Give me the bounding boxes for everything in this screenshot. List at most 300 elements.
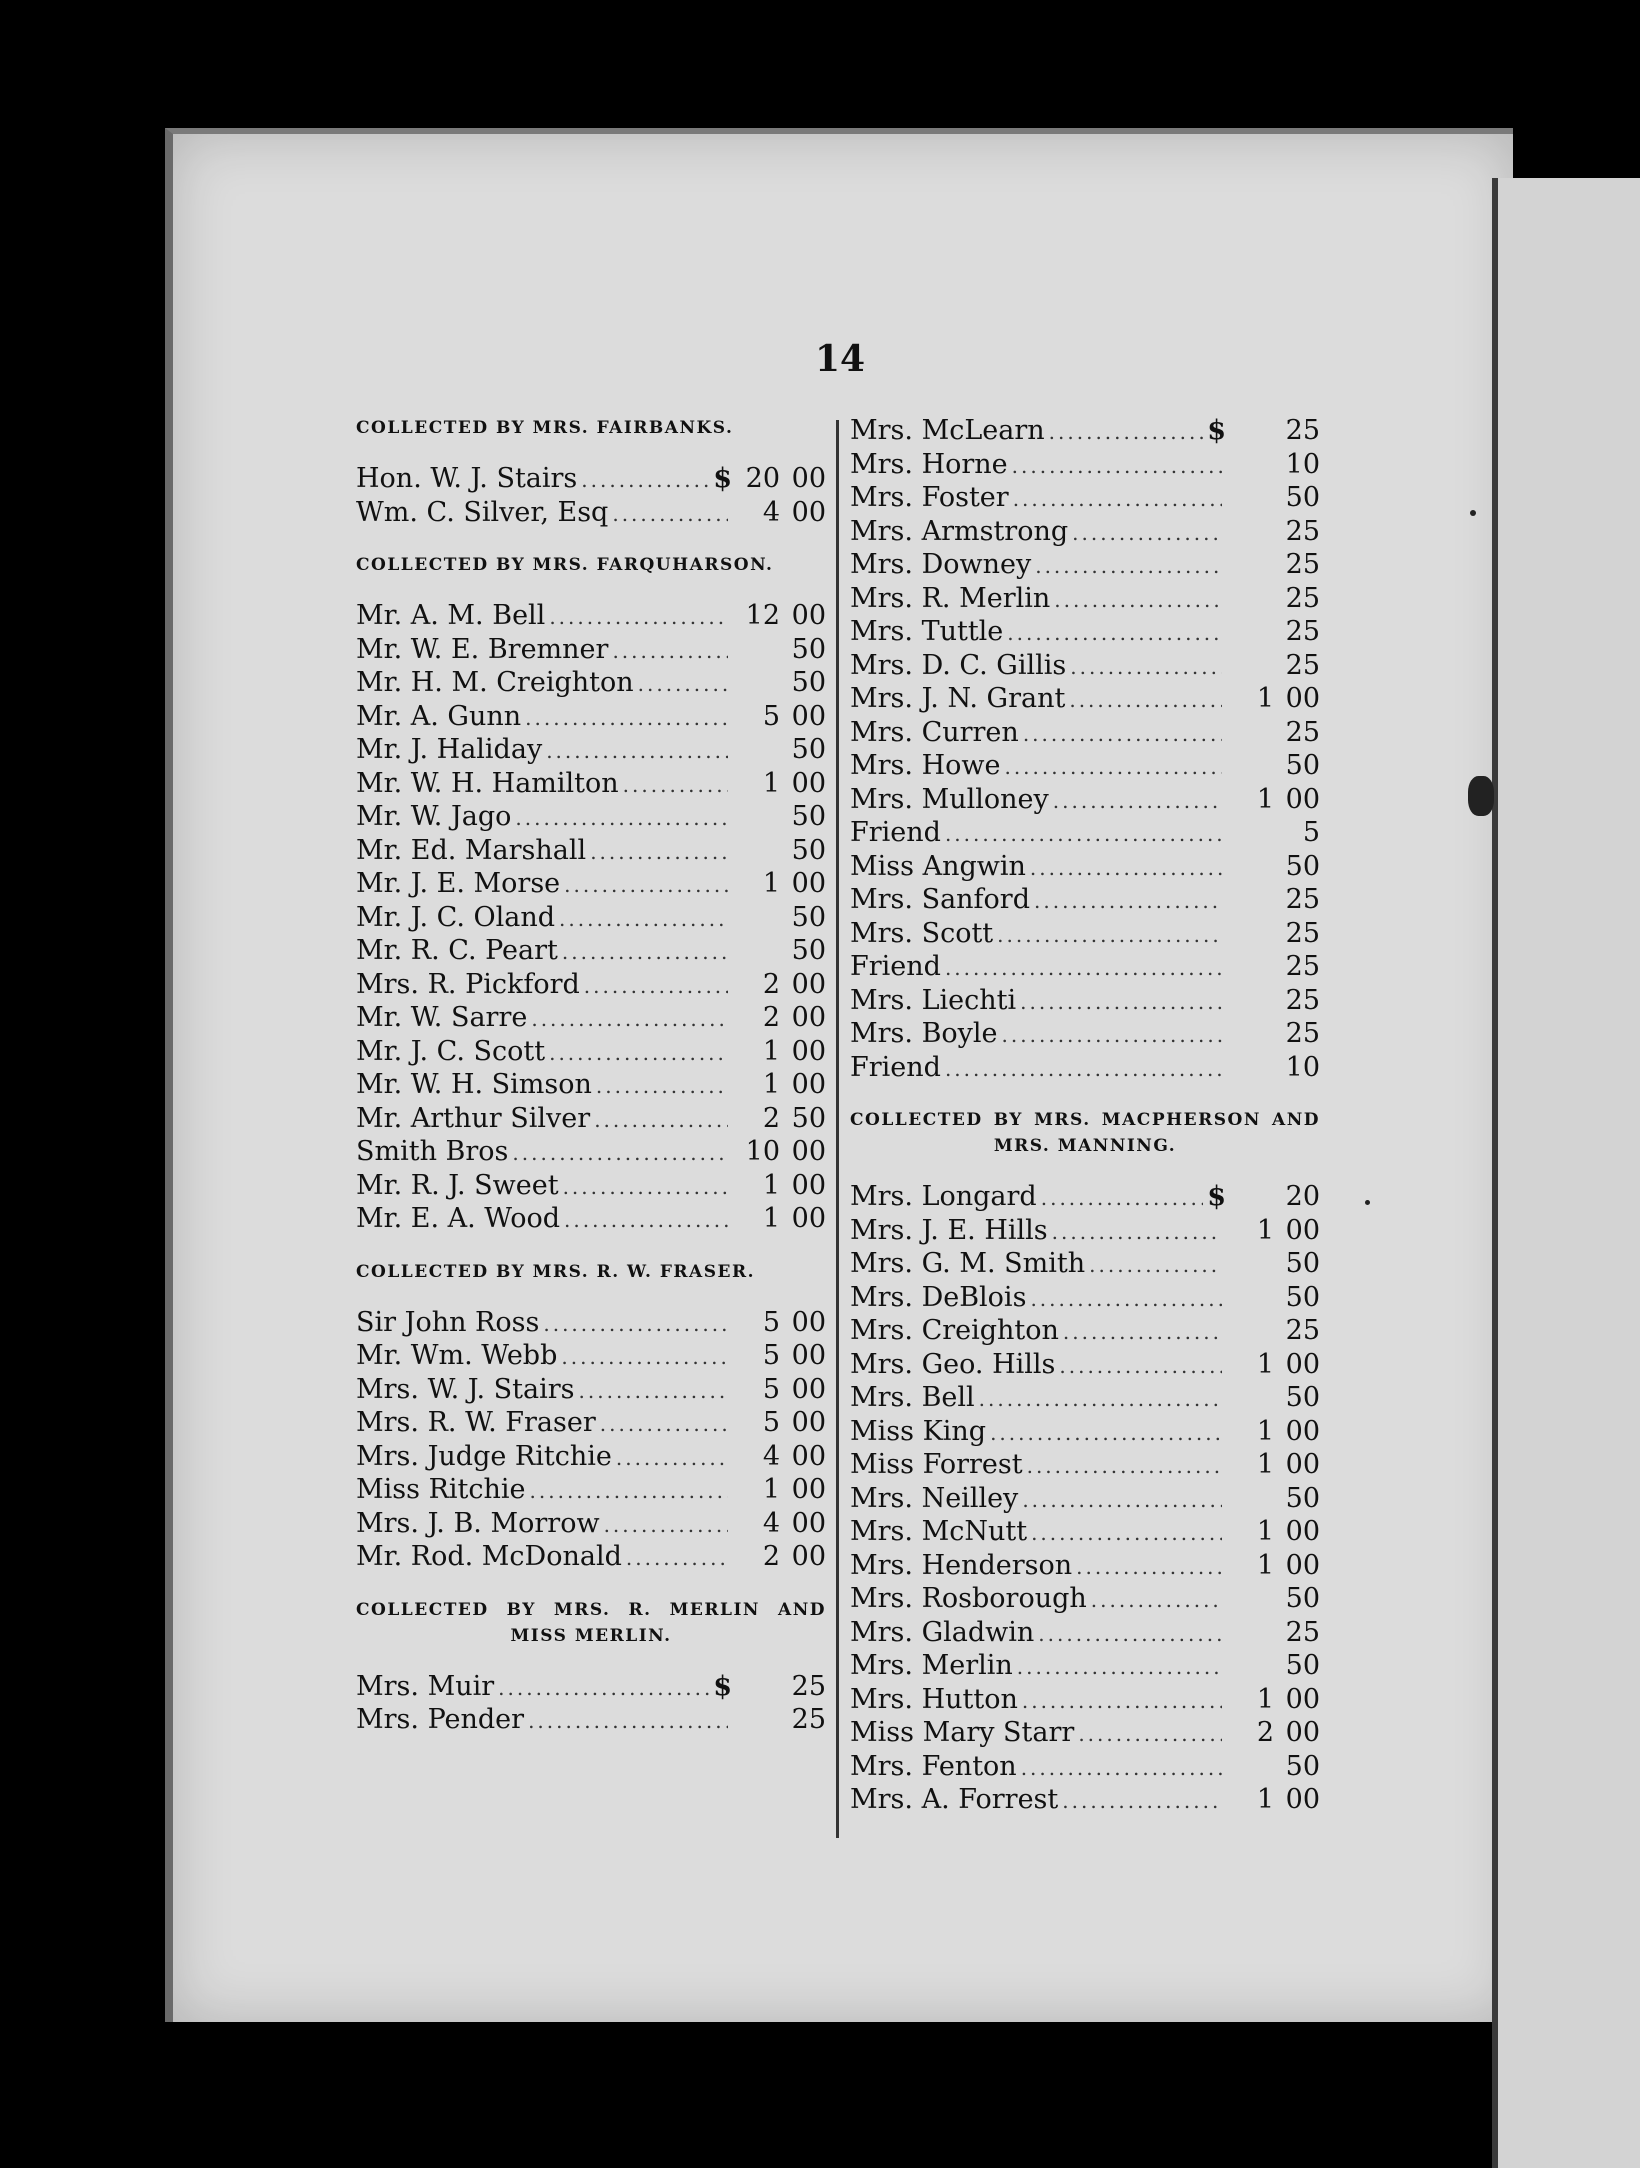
donor-name: Mr. J. C. Oland <box>356 901 556 933</box>
donor-name: Mrs. R. Pickford <box>356 968 580 1000</box>
donor-name: Mrs. Fenton <box>850 1750 1017 1782</box>
leader-dots <box>1020 986 1222 1019</box>
leader-dots <box>626 1542 728 1575</box>
list-item <box>850 1018 1320 1052</box>
list-item <box>356 634 826 668</box>
section-gap <box>850 1085 1320 1107</box>
amount-cents: 00 <box>791 1203 826 1234</box>
leader-dots <box>1052 1216 1222 1249</box>
donor-name: Mrs. Hutton <box>850 1683 1018 1715</box>
list-item <box>356 1340 826 1374</box>
list-item <box>356 497 826 531</box>
amount-cents: 25 <box>1285 415 1320 446</box>
list-item <box>356 1036 826 1070</box>
donor-name: Mrs. J. E. Hills <box>850 1214 1048 1246</box>
leader-dots <box>1049 416 1204 449</box>
leader-dots <box>596 1070 728 1103</box>
amount-cents: 00 <box>791 1169 826 1201</box>
leader-dots <box>584 970 728 1003</box>
list-item <box>356 1407 826 1441</box>
amount-dollars: 10 <box>745 1136 780 1167</box>
list-item <box>850 683 1320 717</box>
amount-cents: 50 <box>1285 1281 1320 1313</box>
list-item <box>356 734 826 768</box>
amount-cents: 00 <box>1285 1348 1320 1380</box>
amount-cents: 25 <box>1285 616 1320 647</box>
donor-name: Miss Ritchie <box>356 1474 526 1505</box>
leader-dots <box>1013 483 1222 516</box>
donor-name: Mrs. Downey <box>850 549 1032 580</box>
currency-symbol: $ <box>1207 1181 1226 1212</box>
leader-dots <box>1069 684 1222 717</box>
donor-name: Mr. J. E. Morse <box>356 868 561 899</box>
list-item <box>850 1583 1320 1617</box>
leader-dots <box>1012 450 1222 483</box>
list-item <box>356 935 826 969</box>
donor-name: Mr. J. Haliday <box>356 734 543 765</box>
amount-dollars: 1 <box>1256 1449 1274 1480</box>
amount-cents: 00 <box>791 1306 826 1338</box>
ink-speck <box>1470 510 1476 516</box>
amount-dollars: 1 <box>762 1069 780 1100</box>
list-item <box>356 1441 826 1475</box>
donor-name: Mrs. Gladwin <box>850 1616 1035 1648</box>
donor-name: Mrs. Liechti <box>850 984 1017 1016</box>
donor-name: Miss King <box>850 1415 987 1447</box>
leader-dots <box>528 1705 728 1738</box>
amount-dollars: 5 <box>762 1373 780 1405</box>
donor-name: Smith Bros <box>356 1136 509 1167</box>
amount-cents: 00 <box>791 700 826 732</box>
list-item <box>356 463 826 497</box>
amount-cents: 00 <box>791 1373 826 1405</box>
amount-cents: 50 <box>1285 1750 1320 1782</box>
leader-dots <box>581 464 709 497</box>
list-item <box>356 1307 826 1341</box>
donor-name: Mrs. Horne <box>850 448 1008 480</box>
amount-dollars: 1 <box>1256 683 1274 714</box>
list-item <box>850 750 1320 784</box>
amount-cents: 50 <box>1285 1382 1320 1413</box>
list-item <box>356 801 826 835</box>
leader-dots <box>564 869 728 902</box>
list-item <box>356 1136 826 1170</box>
amount-dollars: 1 <box>1256 1415 1274 1447</box>
list-item <box>850 1751 1320 1785</box>
amount-dollars: 1 <box>762 1169 780 1201</box>
ink-speck <box>1365 1200 1370 1205</box>
donor-name: Miss Mary Starr <box>850 1717 1075 1748</box>
donor-name: Mrs. Creighton <box>850 1315 1059 1346</box>
amount-cents: 25 <box>1285 515 1320 547</box>
amount-cents: 50 <box>791 633 826 665</box>
list-item <box>850 884 1320 918</box>
donor-name: Mr. W. Jago <box>356 801 512 832</box>
leader-dots <box>1078 1718 1222 1751</box>
amount-cents: 00 <box>791 1407 826 1438</box>
leader-dots <box>1062 1785 1222 1818</box>
amount-cents: 25 <box>791 1704 826 1735</box>
donor-name: Mrs. Bell <box>850 1382 975 1413</box>
leader-dots <box>1053 785 1222 818</box>
amount-cents: 50 <box>791 667 826 698</box>
list-item <box>356 1671 826 1705</box>
amount-cents: 00 <box>791 1474 826 1505</box>
amount-cents: 00 <box>791 600 826 631</box>
amount-cents: 25 <box>1285 649 1320 681</box>
amount-dollars: 1 <box>1256 1549 1274 1581</box>
list-item <box>356 701 826 735</box>
amount-cents: 00 <box>1285 1784 1320 1815</box>
left-column <box>356 415 826 1738</box>
donor-name: Mrs. Muir <box>356 1670 495 1702</box>
amount-dollars: 2 <box>762 1102 780 1134</box>
leader-dots <box>1027 1450 1222 1483</box>
amount-cents: 25 <box>1285 549 1320 580</box>
leader-dots <box>1031 1517 1222 1550</box>
section-gap <box>356 1285 826 1307</box>
donor-name: Mr. Ed. Marshall <box>356 834 587 866</box>
currency-symbol: $ <box>713 463 732 494</box>
list-item <box>850 1717 1320 1751</box>
page-number: 14 <box>814 338 866 380</box>
leader-dots <box>590 836 728 869</box>
leader-dots <box>515 802 728 835</box>
amount-dollars: 4 <box>762 496 780 528</box>
donor-name: Mr. A. Gunn <box>356 700 522 732</box>
leader-dots <box>1035 550 1222 583</box>
donor-name: Mrs. Pender <box>356 1704 525 1735</box>
list-item <box>356 667 826 701</box>
list-item <box>356 1541 826 1575</box>
donor-name: Mrs. Armstrong <box>850 515 1069 547</box>
amount-cents: 00 <box>1285 783 1320 815</box>
list-item <box>850 616 1320 650</box>
donor-name: Friend <box>850 951 941 982</box>
list-item <box>850 1516 1320 1550</box>
leader-dots <box>612 498 728 531</box>
amount-cents: 00 <box>1285 1516 1320 1547</box>
leader-dots <box>990 1417 1222 1450</box>
leader-dots <box>1089 1249 1222 1282</box>
amount-cents: 00 <box>791 868 826 899</box>
amount-cents: 00 <box>1285 1717 1320 1748</box>
donor-name: Mr. R. C. Peart <box>356 935 558 966</box>
list-item <box>850 717 1320 751</box>
leader-dots <box>604 1509 728 1542</box>
leader-dots <box>1054 584 1222 617</box>
list-item <box>356 1170 826 1204</box>
amount-dollars: 2 <box>762 1002 780 1033</box>
list-item <box>850 1684 1320 1718</box>
donor-name: Mrs. R. W. Fraser <box>356 1407 596 1438</box>
amount-cents: 00 <box>791 1002 826 1033</box>
leader-dots <box>525 702 728 735</box>
donor-name: Mr. E. A. Wood <box>356 1203 561 1234</box>
list-item <box>850 817 1320 851</box>
amount-cents: 00 <box>791 1340 826 1371</box>
amount-cents: 25 <box>1285 951 1320 982</box>
amount-cents: 50 <box>791 1102 826 1134</box>
amount-cents: 00 <box>791 1069 826 1100</box>
amount-cents: 00 <box>1285 683 1320 714</box>
amount-cents: 50 <box>791 834 826 866</box>
section-heading: COLLECTED BY MRS. FAIRBANKS. <box>356 418 734 438</box>
list-item <box>356 868 826 902</box>
donor-name: Mrs. Tuttle <box>850 616 1004 647</box>
amount-cents: 25 <box>1285 884 1320 915</box>
donor-name: Mrs. Henderson <box>850 1549 1073 1581</box>
donor-name: Friend <box>850 817 941 848</box>
donor-name: Mrs. D. C. Gillis <box>850 649 1067 681</box>
leader-dots <box>1034 885 1222 918</box>
donor-name: Mr. R. J. Sweet <box>356 1169 559 1201</box>
leader-dots <box>1030 852 1222 885</box>
amount-cents: 25 <box>791 1670 826 1702</box>
leader-dots <box>1038 1618 1222 1651</box>
amount-cents: 25 <box>1285 716 1320 748</box>
amount-cents: 00 <box>1285 1214 1320 1246</box>
leader-dots <box>1070 651 1222 684</box>
amount-cents: 00 <box>1285 1415 1320 1447</box>
donor-name: Miss Angwin <box>850 850 1026 882</box>
leader-dots <box>1059 1350 1222 1383</box>
leader-dots <box>979 1383 1222 1416</box>
amount-cents: 00 <box>1285 1683 1320 1715</box>
list-item <box>850 851 1320 885</box>
section-gap <box>850 1159 1320 1181</box>
leader-dots <box>623 769 728 802</box>
amount-cents: 00 <box>791 463 826 494</box>
list-item <box>850 549 1320 583</box>
donor-name: Mr. Wm. Webb <box>356 1340 558 1371</box>
donor-name: Mrs. Merlin <box>850 1650 1013 1681</box>
amount-dollars: 2 <box>762 968 780 1000</box>
list-item <box>850 1483 1320 1517</box>
leader-dots <box>561 1341 728 1374</box>
donor-name: Mrs. J. N. Grant <box>850 683 1066 714</box>
section-gap <box>356 441 826 463</box>
amount-cents: 50 <box>1285 1482 1320 1514</box>
leader-dots <box>549 1037 728 1070</box>
amount-cents: 00 <box>1285 1549 1320 1581</box>
list-item <box>850 415 1320 449</box>
leader-dots <box>1063 1316 1222 1349</box>
amount-dollars: 4 <box>762 1507 780 1539</box>
amount-cents: 00 <box>791 1541 826 1572</box>
donor-name: Mrs. R. Merlin <box>850 582 1051 614</box>
donor-name: Mrs. McLearn <box>850 415 1045 446</box>
column-divider <box>836 420 839 1838</box>
amount-cents: 50 <box>791 801 826 832</box>
list-item <box>850 1248 1320 1282</box>
amount-cents: 25 <box>1285 1018 1320 1049</box>
leader-dots <box>549 601 728 634</box>
list-item <box>356 1103 826 1137</box>
leader-dots <box>1091 1584 1222 1617</box>
list-item <box>850 1181 1320 1215</box>
amount-dollars: 5 <box>762 1340 780 1371</box>
donor-name: Mrs. Foster <box>850 482 1009 513</box>
donor-name: Mrs. W. J. Stairs <box>356 1373 575 1405</box>
donor-name: Mr. A. M. Bell <box>356 600 546 631</box>
list-item <box>356 600 826 634</box>
section-heading: COLLECTED BY MRS. FARQUHARSON. <box>356 555 774 575</box>
amount-dollars: 1 <box>762 868 780 899</box>
amount-cents: 10 <box>1285 1051 1320 1083</box>
amount-cents: 00 <box>791 968 826 1000</box>
list-item <box>850 1617 1320 1651</box>
donor-name: Mr. W. H. Simson <box>356 1069 592 1100</box>
donor-name: Wm. C. Silver, Esq <box>356 496 609 528</box>
amount-cents: 25 <box>1285 1315 1320 1346</box>
leader-dots <box>1022 1484 1222 1517</box>
donor-name: Mrs. DeBlois <box>850 1281 1027 1313</box>
amount-cents: 50 <box>791 901 826 933</box>
list-item <box>356 835 826 869</box>
leader-dots <box>1002 1019 1222 1052</box>
donor-name: Mr. J. C. Scott <box>356 1035 546 1067</box>
list-item <box>356 902 826 936</box>
donor-name: Mrs. Curren <box>850 716 1019 748</box>
leader-dots <box>1021 1752 1222 1785</box>
amount-cents: 00 <box>791 496 826 528</box>
list-item <box>850 650 1320 684</box>
leader-dots <box>543 1308 728 1341</box>
list-item <box>850 1650 1320 1684</box>
amount-cents: 00 <box>791 1035 826 1067</box>
amount-dollars: 1 <box>762 767 780 799</box>
donor-name: Friend <box>850 1051 941 1083</box>
amount-cents: 50 <box>791 935 826 966</box>
amount-dollars: 2 <box>762 1541 780 1572</box>
leader-dots <box>945 1053 1222 1086</box>
leader-dots <box>600 1408 728 1441</box>
list-item <box>850 1550 1320 1584</box>
section-gap <box>356 578 826 600</box>
leader-dots <box>1007 617 1222 650</box>
list-item <box>356 1002 826 1036</box>
list-item <box>850 1052 1320 1086</box>
section-gap <box>356 1649 826 1671</box>
right-column <box>850 415 1320 1818</box>
amount-cents: 50 <box>1285 850 1320 882</box>
leader-dots <box>612 635 728 668</box>
amount-cents: 50 <box>1285 1583 1320 1614</box>
amount-dollars: 1 <box>1256 1214 1274 1246</box>
list-item <box>356 768 826 802</box>
amount-cents: 00 <box>791 1507 826 1539</box>
leader-dots <box>1076 1551 1222 1584</box>
leader-dots <box>563 1171 728 1204</box>
amount-dollars: 1 <box>762 1035 780 1067</box>
leader-dots <box>564 1204 728 1237</box>
amount-dollars: 2 <box>1256 1717 1274 1748</box>
currency-symbol: $ <box>1207 415 1226 446</box>
amount-dollars: 1 <box>762 1203 780 1234</box>
donor-name: Mr. Rod. McDonald <box>356 1541 622 1572</box>
ink-blot <box>1468 776 1494 816</box>
amount-cents: 00 <box>791 767 826 799</box>
donor-name: Mr. W. E. Bremner <box>356 633 609 665</box>
list-item <box>356 1474 826 1508</box>
list-item <box>850 1449 1320 1483</box>
list-item <box>850 985 1320 1019</box>
donor-name: Mrs. Judge Ritchie <box>356 1440 612 1472</box>
amount-cents: 5 <box>1302 817 1320 848</box>
donor-name: Mrs. Longard <box>850 1181 1037 1212</box>
leader-dots <box>1023 718 1222 751</box>
donor-name: Mrs. Sanford <box>850 884 1030 915</box>
list-item <box>850 951 1320 985</box>
amount-cents: 25 <box>1285 582 1320 614</box>
donor-name: Mrs. Neilley <box>850 1482 1019 1514</box>
leader-dots <box>997 919 1222 952</box>
donor-name: Mrs. McNutt <box>850 1516 1028 1547</box>
list-item <box>850 1282 1320 1316</box>
list-item <box>850 1349 1320 1383</box>
amount-dollars: 5 <box>762 1306 780 1338</box>
list-item <box>850 784 1320 818</box>
section-heading: COLLECTED BY MRS. R. W. FRASER. <box>356 1261 755 1282</box>
donor-name: Mr. Arthur Silver <box>356 1102 591 1134</box>
leader-dots <box>1041 1182 1203 1215</box>
amount-dollars: 1 <box>762 1474 780 1505</box>
donor-name: Mrs. J. B. Morrow <box>356 1507 600 1539</box>
amount-dollars: 1 <box>1256 1348 1274 1380</box>
list-item <box>356 969 826 1003</box>
list-item <box>850 482 1320 516</box>
leader-dots <box>559 903 728 936</box>
section-heading: COLLECTED BY MRS. MACPHERSON AND MRS. MANNING. <box>850 1110 1320 1156</box>
section-gap <box>356 530 826 552</box>
list-item <box>850 1315 1320 1349</box>
donor-name: Mrs. Howe <box>850 750 1001 781</box>
adjacent-page-edge <box>1492 178 1640 2168</box>
amount-dollars: 5 <box>762 700 780 732</box>
amount-cents: 50 <box>1285 1650 1320 1681</box>
leader-dots <box>1072 517 1222 550</box>
leader-dots <box>945 818 1222 851</box>
leader-dots <box>1017 1651 1222 1684</box>
amount-cents: 00 <box>1285 1449 1320 1480</box>
leader-dots <box>1004 751 1222 784</box>
amount-dollars: 1 <box>1256 783 1274 815</box>
donor-name: Mrs. Geo. Hills <box>850 1348 1056 1380</box>
amount-dollars: 20 <box>745 463 780 494</box>
donor-name: Mr. H. M. Creighton <box>356 667 634 698</box>
donor-name: Hon. W. J. Stairs <box>356 463 578 494</box>
list-item <box>850 1416 1320 1450</box>
amount-cents: 50 <box>1285 482 1320 513</box>
amount-cents: 25 <box>1285 1616 1320 1648</box>
amount-cents: 25 <box>1285 917 1320 949</box>
donor-name: Mr. W. H. Hamilton <box>356 767 619 799</box>
list-item <box>356 1508 826 1542</box>
donor-name: Mrs. Rosborough <box>850 1583 1087 1614</box>
amount-cents: 50 <box>791 734 826 765</box>
leader-dots <box>638 668 728 701</box>
section-gap <box>356 1237 826 1259</box>
list-item <box>850 918 1320 952</box>
donor-name: Sir John Ross <box>356 1306 540 1338</box>
amount-cents: 20 <box>1285 1181 1320 1212</box>
amount-dollars: 5 <box>762 1407 780 1438</box>
list-item <box>850 449 1320 483</box>
leader-dots <box>1030 1283 1222 1316</box>
section-heading: COLLECTED BY MRS. R. MERLIN AND MISS MERLIN. <box>356 1599 826 1646</box>
leader-dots <box>530 1475 728 1508</box>
